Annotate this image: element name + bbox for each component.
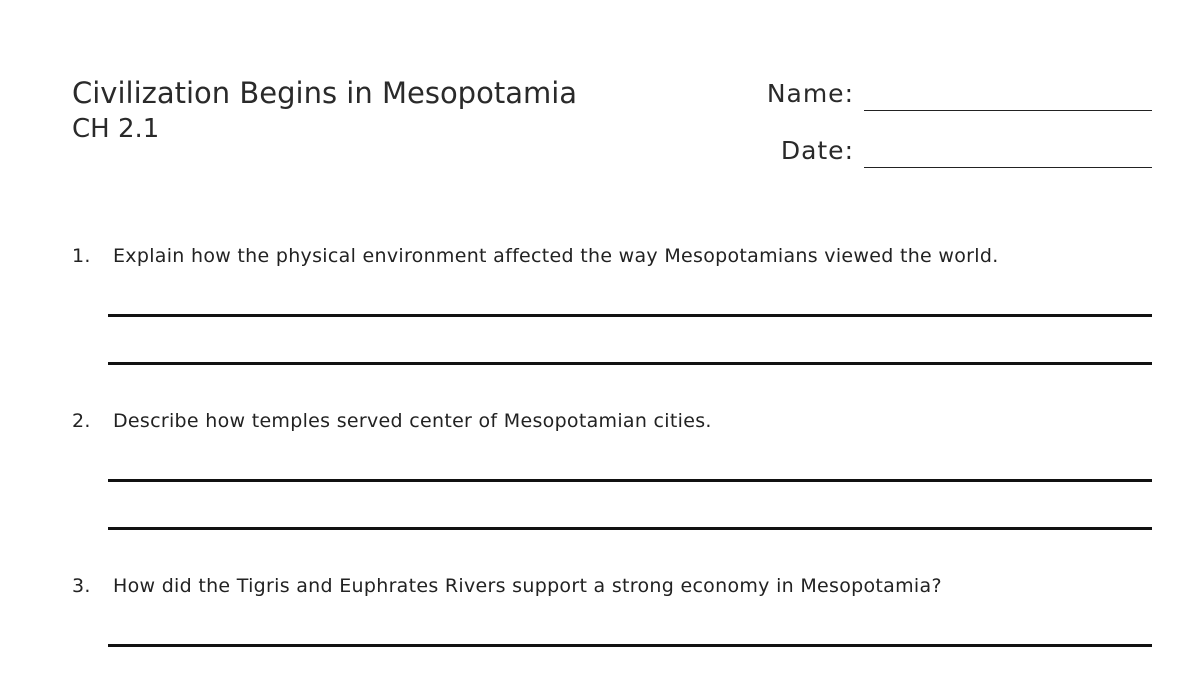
answer-line[interactable] (108, 314, 1152, 317)
name-label: Name: (766, 79, 854, 108)
name-blank-line[interactable] (864, 110, 1152, 111)
question-text: Describe how temples served center of Mesopotamian cities. (113, 410, 712, 432)
question-3 (72, 574, 1152, 598)
question-2 (72, 409, 1152, 433)
question-number: 2. (72, 410, 91, 432)
chapter-label: CH 2.1 (72, 114, 160, 144)
answer-line[interactable] (108, 644, 1152, 647)
name-field[interactable] (734, 80, 1152, 108)
date-blank-line[interactable] (864, 167, 1152, 168)
question-text: Explain how the physical environment affected the way Mesopotamians viewed the world. (113, 245, 999, 267)
answer-line[interactable] (108, 362, 1152, 365)
question-number: 1. (72, 245, 91, 267)
worksheet-header (72, 74, 577, 146)
question-1 (72, 244, 1152, 268)
worksheet-title: Civilization Begins in Mesopotamia (72, 76, 578, 110)
date-label: Date: (780, 136, 854, 165)
answer-line[interactable] (108, 527, 1152, 530)
question-number: 3. (72, 575, 91, 597)
date-field[interactable] (734, 137, 1152, 165)
question-text: How did the Tigris and Euphrates Rivers support a strong economy in Mesopotamia? (113, 575, 942, 597)
answer-line[interactable] (108, 479, 1152, 482)
